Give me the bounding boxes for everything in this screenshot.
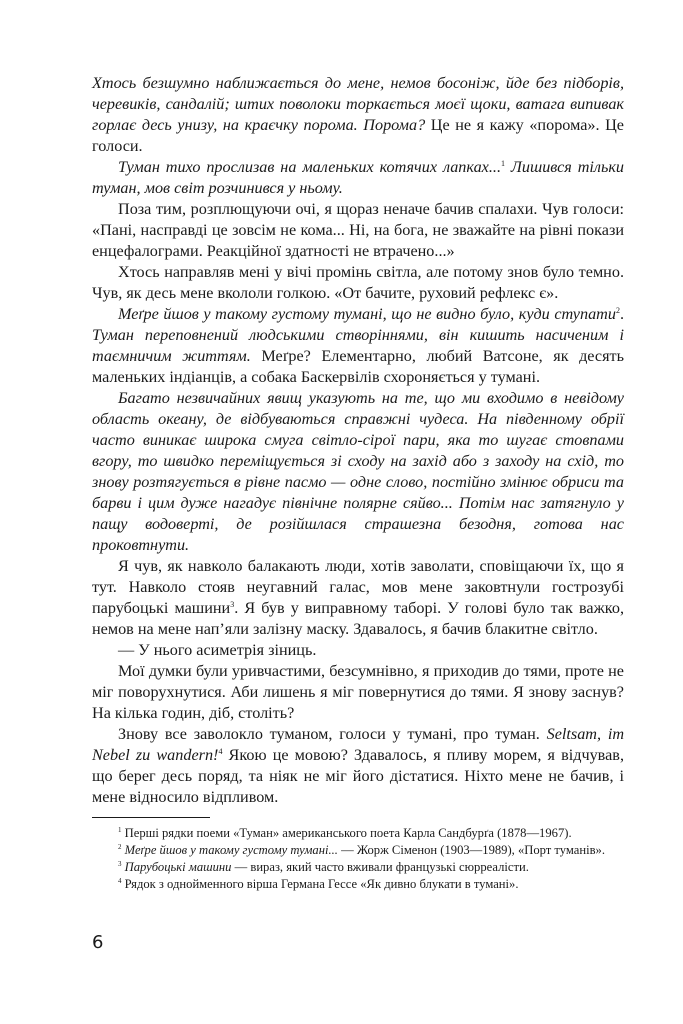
footnote-text: — Жорж Сіменон (1903—1989), «Порт туманів». — [337, 843, 605, 857]
footnote — [92, 825, 624, 842]
footnote-ref: 4 — [118, 877, 122, 885]
paragraph-ref: 1 — [501, 159, 505, 168]
paragraph — [92, 556, 624, 640]
paragraph-text: Якою це мовою? Здавалось, я пливу морем, я відчував, що берег десь поряд, та ніяк не міг його дістатися. Ніхто мене не бачив, і мене відносило відпливом. — [92, 746, 624, 806]
paragraph-text: Це не я кажу «порома». Це голоси. — [92, 116, 624, 155]
page-body — [92, 73, 624, 808]
footnote-rule — [92, 817, 210, 818]
footnote-text: Перші рядки поеми «Туман» американського поета Карла Сандбурґа (1878—1967). — [121, 826, 572, 840]
footnotes — [92, 817, 624, 893]
paragraph-italic-text: Хтось безшумно наближається до мене, немов босоніж, йде без підборів, черевиків, сандалій; штих поволоки торкається моєї щоки, ватага випивак горлає десь унизу, на краєчку порома. Порома? — [92, 74, 624, 134]
paragraph-italic-text: Багато незвичайних явищ указують на те, що ми входимо в невідому область океану, де відбуваються справжні чудеса. На південному обрії часто виникає широка смуга світло-сірої пари, яка то шугає стовпами вгору, то швидко переміщується зі сходу на захід або з заходу на схід, то знову розтягується в рівне пасмо — одне слово, постійно змінює обриси та барви і цим дуже нагадує північне полярне сяйво... Потім нас затягнуло у пащу водоверті, де розійшлася страшезна безодня, готова нас проковтнути. — [92, 389, 624, 554]
paragraph-italic-text: Туман переповнений людськими створіннями, він кишить насиченим і таємничим життям. — [92, 326, 624, 365]
page-number: 6 — [92, 932, 104, 953]
footnote-ref: 3 — [118, 860, 122, 868]
paragraph — [92, 388, 624, 556]
paragraph — [92, 640, 624, 661]
footnote-ref: 1 — [118, 826, 122, 834]
paragraph — [92, 199, 624, 262]
footnote-text: — вираз, який часто вживали французькі сюрреалісти. — [231, 860, 529, 874]
footnote-text: Рядок з однойменного вірша Германа Гессе «Як дивно блукати в тумані». — [121, 877, 519, 891]
footnote — [92, 842, 624, 859]
paragraph — [92, 262, 624, 304]
paragraph-text: Мої думки були уривчастими, безсумнівно, я приходив до тями, проте не міг поворухнутися. Аби лишень я міг повернутися до тями. Я знову заснув? На кілька годин, діб, століть? — [92, 662, 624, 722]
paragraph-italic-text: Меґре йшов у такому густому тумані, що не видно було, куди ступати — [118, 305, 616, 323]
footnote-list — [92, 825, 624, 893]
paragraph-ref: 4 — [218, 747, 223, 756]
footnote — [92, 876, 624, 893]
paragraph — [92, 724, 624, 808]
paragraph-italic-text: Лишився тільки туман, мов світ розчинився у ньому. — [92, 158, 624, 197]
paragraph-ref: 2 — [615, 306, 620, 315]
footnote-ref: 2 — [118, 843, 122, 851]
paragraph-text: Знову все заволокло туманом, голоси у тумані, про туман. — [118, 725, 547, 743]
paragraph-text: Я чув, як навколо балакають люди, хотів заволати, сповіщаючи їх, що я тут. Навколо стояв неугавний галас, мов мене заковтнули гострозубі парубоцькі машини — [92, 557, 624, 617]
body-text — [92, 73, 624, 808]
paragraph — [92, 73, 624, 157]
paragraph — [92, 661, 624, 724]
paragraph-text: Хтось направляв мені у вічі промінь світла, але потому знов було темно. Чув, як десь мене вкололи голкою. «От бачите, руховий рефлекс є». — [92, 263, 624, 302]
paragraph-italic-text: Туман тихо прослизав на маленьких котячих лапках... — [118, 158, 501, 176]
paragraph-text: Поза тим, розплющуючи очі, я щораз неначе бачив спалахи. Чув голоси: «Пані, насправді це зовсім не кома... Ні, на бога, не зважайте на рівні покази енцефалограми. Реакційної здатності не втрачено...» — [92, 200, 624, 260]
paragraph — [92, 157, 624, 199]
footnote-italic-text: Парубоцькі машини — [124, 860, 232, 874]
paragraph-text: Меґре? Елементарно, любий Ватсоне, як десять маленьких індіанців, а собака Баскервілів схороняється у тумані. — [92, 347, 624, 386]
paragraph-italic-text: Seltsam, im Nebel zu wandern! — [92, 725, 625, 764]
footnote-italic-text: Меґре йшов у такому густому тумані... — [124, 843, 338, 857]
paragraph — [92, 304, 624, 388]
paragraph-text: . Я був у виправному таборі. У голові було так важко, немов на мене нап’яли залізну маску. Здавалось, я бачив блакитне світло. — [92, 599, 624, 638]
paragraph-text: . — [619, 305, 624, 323]
footnote — [92, 859, 624, 876]
paragraph-text: — У нього асиметрія зіниць. — [118, 641, 317, 659]
paragraph-ref: 3 — [230, 600, 235, 609]
